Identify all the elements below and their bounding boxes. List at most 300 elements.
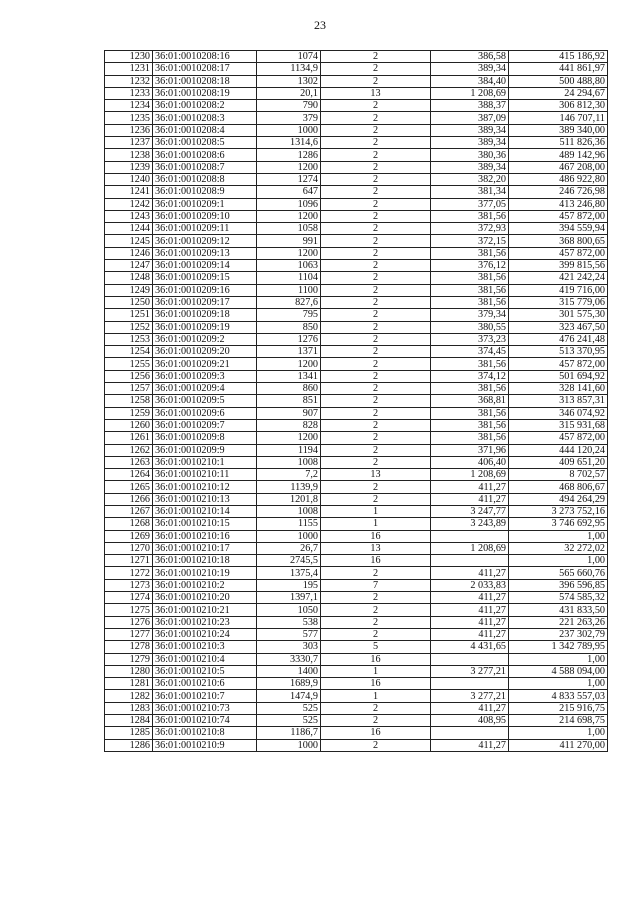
specific-value-cell: 377,05	[431, 198, 509, 210]
row-number-cell: 1273	[105, 579, 153, 591]
cadastral-value-cell: 1,00	[509, 727, 608, 739]
cadastral-number-cell: 36:01:0010209:9	[153, 444, 257, 456]
row-number-cell: 1258	[105, 395, 153, 407]
row-number-cell: 1264	[105, 469, 153, 481]
table-row	[105, 407, 608, 419]
area-cell: 828	[257, 419, 321, 431]
cadastral-value-cell: 315 779,06	[509, 296, 608, 308]
row-number-cell: 1285	[105, 727, 153, 739]
cadastral-value-cell: 306 812,30	[509, 100, 608, 112]
area-cell: 1274	[257, 173, 321, 185]
specific-value-cell	[431, 555, 509, 567]
row-number-cell: 1267	[105, 505, 153, 517]
area-cell: 1689,9	[257, 678, 321, 690]
area-cell: 195	[257, 579, 321, 591]
cadastral-number-cell: 36:01:0010208:7	[153, 161, 257, 173]
table-row	[105, 370, 608, 382]
group-code-cell: 13	[321, 542, 431, 554]
table-row	[105, 715, 608, 727]
row-number-cell: 1237	[105, 137, 153, 149]
specific-value-cell: 389,34	[431, 137, 509, 149]
cadastral-number-cell: 36:01:0010209:3	[153, 370, 257, 382]
table-row	[105, 567, 608, 579]
cadastral-value-cell: 489 142,96	[509, 149, 608, 161]
row-number-cell: 1261	[105, 432, 153, 444]
area-cell: 1200	[257, 358, 321, 370]
specific-value-cell: 411,27	[431, 592, 509, 604]
group-code-cell: 13	[321, 87, 431, 99]
group-code-cell: 2	[321, 358, 431, 370]
table-row	[105, 284, 608, 296]
row-number-cell: 1283	[105, 702, 153, 714]
group-code-cell: 2	[321, 481, 431, 493]
group-code-cell: 2	[321, 309, 431, 321]
cadastral-number-cell: 36:01:0010209:16	[153, 284, 257, 296]
cadastral-number-cell: 36:01:0010209:2	[153, 333, 257, 345]
table-row	[105, 260, 608, 272]
row-number-cell: 1271	[105, 555, 153, 567]
cadastral-number-cell: 36:01:0010208:18	[153, 75, 257, 87]
area-cell: 1000	[257, 739, 321, 751]
cadastral-number-cell: 36:01:0010210:21	[153, 604, 257, 616]
specific-value-cell: 3 243,89	[431, 518, 509, 530]
cadastral-value-table	[104, 50, 608, 752]
table-row	[105, 346, 608, 358]
cadastral-number-cell: 36:01:0010210:74	[153, 715, 257, 727]
cadastral-number-cell: 36:01:0010209:10	[153, 210, 257, 222]
cadastral-number-cell: 36:01:0010209:20	[153, 346, 257, 358]
area-cell: 1186,7	[257, 727, 321, 739]
specific-value-cell: 382,20	[431, 173, 509, 185]
area-cell: 2745,5	[257, 555, 321, 567]
cadastral-number-cell: 36:01:0010210:16	[153, 530, 257, 542]
table-row	[105, 419, 608, 431]
specific-value-cell: 411,27	[431, 702, 509, 714]
group-code-cell: 2	[321, 223, 431, 235]
cadastral-value-cell: 574 585,32	[509, 592, 608, 604]
cadastral-number-cell: 36:01:0010210:3	[153, 641, 257, 653]
group-code-cell: 2	[321, 370, 431, 382]
row-number-cell: 1255	[105, 358, 153, 370]
row-number-cell: 1247	[105, 260, 153, 272]
specific-value-cell: 411,27	[431, 739, 509, 751]
cadastral-value-cell: 511 826,36	[509, 137, 608, 149]
table-row	[105, 432, 608, 444]
row-number-cell: 1230	[105, 51, 153, 63]
area-cell: 827,6	[257, 296, 321, 308]
area-cell: 1302	[257, 75, 321, 87]
table-row	[105, 690, 608, 702]
group-code-cell: 16	[321, 555, 431, 567]
group-code-cell: 2	[321, 321, 431, 333]
area-cell: 1375,4	[257, 567, 321, 579]
specific-value-cell: 2 033,83	[431, 579, 509, 591]
cadastral-value-cell: 1,00	[509, 555, 608, 567]
area-cell: 1096	[257, 198, 321, 210]
specific-value-cell: 411,27	[431, 604, 509, 616]
table-row	[105, 555, 608, 567]
area-cell: 20,1	[257, 87, 321, 99]
table-row	[105, 63, 608, 75]
row-number-cell: 1248	[105, 272, 153, 284]
cadastral-number-cell: 36:01:0010210:11	[153, 469, 257, 481]
area-cell: 577	[257, 628, 321, 640]
area-cell: 1341	[257, 370, 321, 382]
cadastral-number-cell: 36:01:0010209:18	[153, 309, 257, 321]
cadastral-value-cell: 399 815,56	[509, 260, 608, 272]
group-code-cell: 2	[321, 161, 431, 173]
row-number-cell: 1242	[105, 198, 153, 210]
table-row	[105, 198, 608, 210]
cadastral-number-cell: 36:01:0010210:20	[153, 592, 257, 604]
row-number-cell: 1260	[105, 419, 153, 431]
cadastral-value-cell: 4 833 557,03	[509, 690, 608, 702]
specific-value-cell	[431, 653, 509, 665]
group-code-cell: 7	[321, 579, 431, 591]
table-row	[105, 87, 608, 99]
specific-value-cell: 381,56	[431, 284, 509, 296]
row-number-cell: 1282	[105, 690, 153, 702]
cadastral-value-cell: 1 342 789,95	[509, 641, 608, 653]
cadastral-number-cell: 36:01:0010209:4	[153, 383, 257, 395]
table-row	[105, 100, 608, 112]
cadastral-value-cell: 146 707,11	[509, 112, 608, 124]
specific-value-cell: 372,93	[431, 223, 509, 235]
table-row	[105, 542, 608, 554]
cadastral-value-cell: 1,00	[509, 678, 608, 690]
group-code-cell: 1	[321, 665, 431, 677]
specific-value-cell: 1 208,69	[431, 469, 509, 481]
cadastral-number-cell: 36:01:0010209:21	[153, 358, 257, 370]
area-cell: 1000	[257, 530, 321, 542]
specific-value-cell: 374,12	[431, 370, 509, 382]
table-row	[105, 604, 608, 616]
specific-value-cell	[431, 678, 509, 690]
cadastral-value-cell: 3 746 692,95	[509, 518, 608, 530]
area-cell: 1200	[257, 210, 321, 222]
cadastral-number-cell: 36:01:0010208:3	[153, 112, 257, 124]
table-row	[105, 235, 608, 247]
group-code-cell: 2	[321, 210, 431, 222]
table-row	[105, 481, 608, 493]
table-row	[105, 505, 608, 517]
cadastral-value-cell: 313 857,31	[509, 395, 608, 407]
cadastral-number-cell: 36:01:0010210:14	[153, 505, 257, 517]
specific-value-cell: 384,40	[431, 75, 509, 87]
cadastral-value-cell: 24 294,67	[509, 87, 608, 99]
cadastral-number-cell: 36:01:0010209:11	[153, 223, 257, 235]
cadastral-value-cell: 419 716,00	[509, 284, 608, 296]
cadastral-number-cell: 36:01:0010209:7	[153, 419, 257, 431]
table-row	[105, 321, 608, 333]
cadastral-value-cell: 494 264,29	[509, 493, 608, 505]
table-row	[105, 493, 608, 505]
cadastral-number-cell: 36:01:0010209:12	[153, 235, 257, 247]
area-cell: 1314,6	[257, 137, 321, 149]
area-cell: 1194	[257, 444, 321, 456]
cadastral-number-cell: 36:01:0010209:14	[153, 260, 257, 272]
cadastral-number-cell: 36:01:0010210:15	[153, 518, 257, 530]
group-code-cell: 2	[321, 75, 431, 87]
specific-value-cell: 411,27	[431, 628, 509, 640]
cadastral-value-cell: 500 488,80	[509, 75, 608, 87]
group-code-cell: 2	[321, 604, 431, 616]
cadastral-value-cell: 1,00	[509, 530, 608, 542]
cadastral-value-cell: 396 596,85	[509, 579, 608, 591]
specific-value-cell: 380,36	[431, 149, 509, 161]
cadastral-value-cell: 467 208,00	[509, 161, 608, 173]
row-number-cell: 1284	[105, 715, 153, 727]
cadastral-value-cell: 301 575,30	[509, 309, 608, 321]
cadastral-number-cell: 36:01:0010209:13	[153, 247, 257, 259]
table-row	[105, 51, 608, 63]
table-row	[105, 383, 608, 395]
cadastral-value-cell: 486 922,80	[509, 173, 608, 185]
group-code-cell: 2	[321, 235, 431, 247]
cadastral-value-cell: 476 241,48	[509, 333, 608, 345]
group-code-cell: 2	[321, 112, 431, 124]
cadastral-value-cell: 246 726,98	[509, 186, 608, 198]
cadastral-number-cell: 36:01:0010210:17	[153, 542, 257, 554]
area-cell: 525	[257, 702, 321, 714]
specific-value-cell: 368,81	[431, 395, 509, 407]
group-code-cell: 2	[321, 346, 431, 358]
table-row	[105, 592, 608, 604]
row-number-cell: 1245	[105, 235, 153, 247]
specific-value-cell: 381,56	[431, 247, 509, 259]
area-cell: 795	[257, 309, 321, 321]
row-number-cell: 1236	[105, 124, 153, 136]
row-number-cell: 1263	[105, 456, 153, 468]
group-code-cell: 2	[321, 444, 431, 456]
specific-value-cell: 381,34	[431, 186, 509, 198]
table-row	[105, 702, 608, 714]
row-number-cell: 1278	[105, 641, 153, 653]
cadastral-number-cell: 36:01:0010210:23	[153, 616, 257, 628]
area-cell: 7,2	[257, 469, 321, 481]
specific-value-cell: 381,56	[431, 358, 509, 370]
group-code-cell: 2	[321, 407, 431, 419]
table-row	[105, 333, 608, 345]
cadastral-value-cell: 3 273 752,16	[509, 505, 608, 517]
specific-value-cell: 381,56	[431, 432, 509, 444]
row-number-cell: 1276	[105, 616, 153, 628]
row-number-cell: 1233	[105, 87, 153, 99]
group-code-cell: 2	[321, 395, 431, 407]
cadastral-value-cell: 237 302,79	[509, 628, 608, 640]
area-cell: 1058	[257, 223, 321, 235]
table-row	[105, 530, 608, 542]
row-number-cell: 1232	[105, 75, 153, 87]
row-number-cell: 1272	[105, 567, 153, 579]
table-row	[105, 223, 608, 235]
cadastral-value-cell: 368 800,65	[509, 235, 608, 247]
row-number-cell: 1281	[105, 678, 153, 690]
area-cell: 647	[257, 186, 321, 198]
cadastral-number-cell: 36:01:0010210:4	[153, 653, 257, 665]
area-cell: 907	[257, 407, 321, 419]
row-number-cell: 1266	[105, 493, 153, 505]
cadastral-value-cell: 8 702,57	[509, 469, 608, 481]
cadastral-number-cell: 36:01:0010210:13	[153, 493, 257, 505]
cadastral-number-cell: 36:01:0010210:24	[153, 628, 257, 640]
table-row	[105, 149, 608, 161]
group-code-cell: 2	[321, 419, 431, 431]
table-row	[105, 186, 608, 198]
group-code-cell: 5	[321, 641, 431, 653]
cadastral-value-cell: 214 698,75	[509, 715, 608, 727]
group-code-cell: 2	[321, 284, 431, 296]
cadastral-number-cell: 36:01:0010208:8	[153, 173, 257, 185]
cadastral-value-cell: 389 340,00	[509, 124, 608, 136]
table-row	[105, 579, 608, 591]
table-row	[105, 469, 608, 481]
area-cell: 1139,9	[257, 481, 321, 493]
cadastral-value-cell: 457 872,00	[509, 432, 608, 444]
table-row	[105, 616, 608, 628]
table-row	[105, 247, 608, 259]
specific-value-cell: 388,37	[431, 100, 509, 112]
cadastral-value-cell: 323 467,50	[509, 321, 608, 333]
row-number-cell: 1277	[105, 628, 153, 640]
area-cell: 1050	[257, 604, 321, 616]
group-code-cell: 2	[321, 272, 431, 284]
specific-value-cell: 1 208,69	[431, 542, 509, 554]
group-code-cell: 16	[321, 727, 431, 739]
cadastral-value-cell: 4 588 094,00	[509, 665, 608, 677]
specific-value-cell: 411,27	[431, 481, 509, 493]
cadastral-number-cell: 36:01:0010209:19	[153, 321, 257, 333]
table-row	[105, 358, 608, 370]
cadastral-value-cell: 457 872,00	[509, 247, 608, 259]
area-cell: 538	[257, 616, 321, 628]
table-row	[105, 456, 608, 468]
group-code-cell: 2	[321, 739, 431, 751]
group-code-cell: 2	[321, 432, 431, 444]
specific-value-cell: 381,56	[431, 407, 509, 419]
specific-value-cell: 371,96	[431, 444, 509, 456]
cadastral-value-cell: 415 186,92	[509, 51, 608, 63]
group-code-cell: 2	[321, 333, 431, 345]
table-row	[105, 137, 608, 149]
row-number-cell: 1280	[105, 665, 153, 677]
cadastral-value-cell: 501 694,92	[509, 370, 608, 382]
area-cell: 1000	[257, 124, 321, 136]
table-row	[105, 641, 608, 653]
area-cell: 1286	[257, 149, 321, 161]
row-number-cell: 1235	[105, 112, 153, 124]
specific-value-cell: 389,34	[431, 161, 509, 173]
table-row	[105, 309, 608, 321]
group-code-cell: 16	[321, 678, 431, 690]
table-row	[105, 210, 608, 222]
cadastral-value-cell: 457 872,00	[509, 358, 608, 370]
table-row	[105, 444, 608, 456]
area-cell: 1200	[257, 161, 321, 173]
specific-value-cell: 3 247,77	[431, 505, 509, 517]
area-cell: 379	[257, 112, 321, 124]
cadastral-number-cell: 36:01:0010210:5	[153, 665, 257, 677]
row-number-cell: 1238	[105, 149, 153, 161]
area-cell: 860	[257, 383, 321, 395]
specific-value-cell	[431, 530, 509, 542]
group-code-cell: 2	[321, 616, 431, 628]
cadastral-number-cell: 36:01:0010210:1	[153, 456, 257, 468]
cadastral-number-cell: 36:01:0010208:6	[153, 149, 257, 161]
table-row	[105, 518, 608, 530]
area-cell: 991	[257, 235, 321, 247]
specific-value-cell: 381,56	[431, 272, 509, 284]
area-cell: 1400	[257, 665, 321, 677]
cadastral-number-cell: 36:01:0010210:7	[153, 690, 257, 702]
table-row	[105, 272, 608, 284]
area-cell: 1134,9	[257, 63, 321, 75]
cadastral-number-cell: 36:01:0010210:18	[153, 555, 257, 567]
group-code-cell: 2	[321, 592, 431, 604]
group-code-cell: 2	[321, 493, 431, 505]
specific-value-cell: 379,34	[431, 309, 509, 321]
area-cell: 790	[257, 100, 321, 112]
cadastral-number-cell: 36:01:0010210:73	[153, 702, 257, 714]
cadastral-value-cell: 394 559,94	[509, 223, 608, 235]
area-cell: 525	[257, 715, 321, 727]
row-number-cell: 1286	[105, 739, 153, 751]
specific-value-cell: 372,15	[431, 235, 509, 247]
row-number-cell: 1231	[105, 63, 153, 75]
cadastral-number-cell: 36:01:0010208:19	[153, 87, 257, 99]
cadastral-value-cell: 221 263,26	[509, 616, 608, 628]
table-row	[105, 296, 608, 308]
cadastral-number-cell: 36:01:0010210:9	[153, 739, 257, 751]
area-cell: 1155	[257, 518, 321, 530]
row-number-cell: 1269	[105, 530, 153, 542]
area-cell: 1063	[257, 260, 321, 272]
group-code-cell: 2	[321, 296, 431, 308]
area-cell: 1200	[257, 247, 321, 259]
specific-value-cell: 389,34	[431, 63, 509, 75]
specific-value-cell: 411,27	[431, 567, 509, 579]
cadastral-number-cell: 36:01:0010208:9	[153, 186, 257, 198]
cadastral-value-cell: 441 861,97	[509, 63, 608, 75]
cadastral-value-cell: 409 651,20	[509, 456, 608, 468]
group-code-cell: 2	[321, 186, 431, 198]
area-cell: 1276	[257, 333, 321, 345]
group-code-cell: 2	[321, 628, 431, 640]
group-code-cell: 1	[321, 690, 431, 702]
row-number-cell: 1259	[105, 407, 153, 419]
specific-value-cell: 381,56	[431, 210, 509, 222]
group-code-cell: 2	[321, 124, 431, 136]
cadastral-number-cell: 36:01:0010208:16	[153, 51, 257, 63]
group-code-cell: 2	[321, 702, 431, 714]
group-code-cell: 2	[321, 456, 431, 468]
area-cell: 303	[257, 641, 321, 653]
area-cell: 1008	[257, 505, 321, 517]
group-code-cell: 2	[321, 247, 431, 259]
specific-value-cell: 387,09	[431, 112, 509, 124]
row-number-cell: 1256	[105, 370, 153, 382]
cadastral-number-cell: 36:01:0010208:5	[153, 137, 257, 149]
cadastral-value-cell: 411 270,00	[509, 739, 608, 751]
cadastral-value-cell: 457 872,00	[509, 210, 608, 222]
group-code-cell: 16	[321, 530, 431, 542]
table-row	[105, 124, 608, 136]
group-code-cell: 2	[321, 63, 431, 75]
row-number-cell: 1270	[105, 542, 153, 554]
specific-value-cell: 380,55	[431, 321, 509, 333]
row-number-cell: 1274	[105, 592, 153, 604]
specific-value-cell: 406,40	[431, 456, 509, 468]
